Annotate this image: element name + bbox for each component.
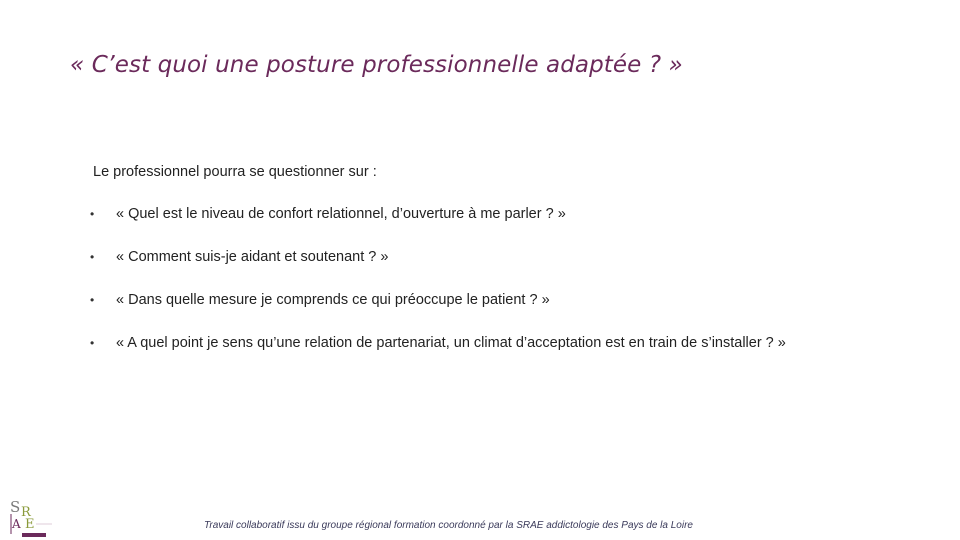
bullet-icon: •	[90, 250, 95, 264]
bullet-text: « Dans quelle mesure je comprends ce qui préoccupe le patient ? »	[116, 292, 550, 308]
intro-text: Le professionnel pourra se questionner sur :	[93, 164, 377, 180]
svg-text:A: A	[12, 517, 21, 531]
srae-logo	[8, 496, 56, 538]
footer-credit: Travail collaboratif issu du groupe régional formation coordonné par la SRAE addictologie des Pays de la Loire	[204, 520, 693, 531]
bullet-icon: •	[90, 293, 95, 307]
bullet-item	[90, 206, 786, 249]
svg-text:R: R	[21, 505, 31, 520]
bullet-icon: •	[90, 207, 95, 221]
bullet-list	[90, 206, 786, 378]
bullet-item	[90, 249, 786, 292]
bullet-icon: •	[90, 336, 95, 350]
bullet-text: « Comment suis-je aidant et soutenant ? »	[116, 249, 389, 265]
svg-text:E: E	[25, 517, 35, 532]
bullet-item	[90, 335, 786, 378]
slide-title: « C’est quoi une posture professionnelle adaptée ? »	[70, 52, 683, 78]
bullet-text: « A quel point je sens qu’une relation de partenariat, un climat d’acceptation est en train de s’installer ? »	[116, 335, 786, 351]
svg-text:S: S	[10, 498, 21, 516]
bullet-text: « Quel est le niveau de confort relationnel, d’ouverture à me parler ? »	[116, 206, 566, 222]
bullet-item	[90, 292, 786, 335]
